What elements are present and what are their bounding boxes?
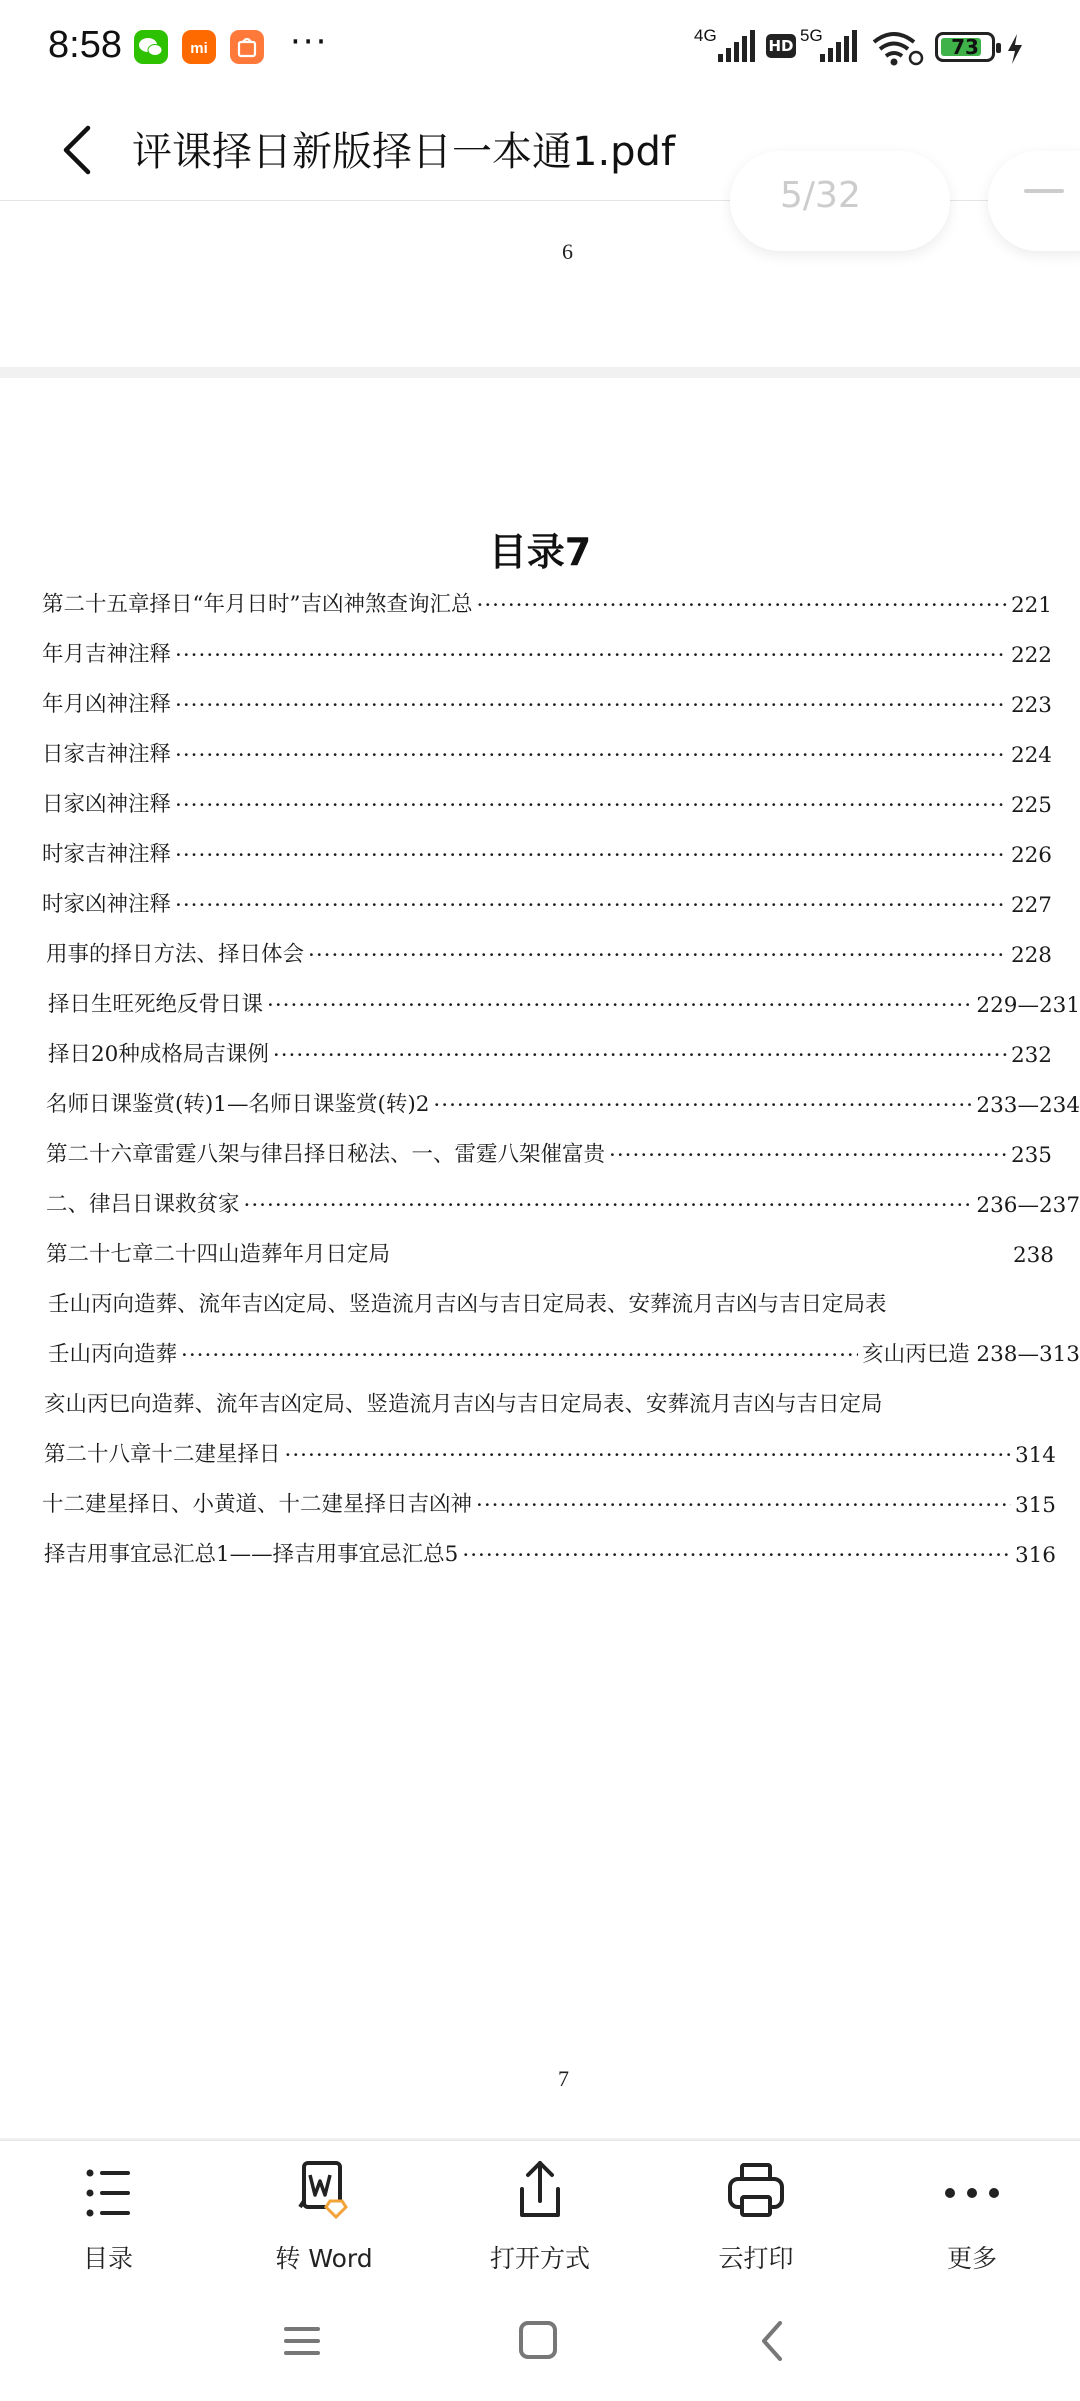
pdf-page-7 xyxy=(0,378,1080,2138)
toc-button[interactable] xyxy=(28,2153,188,2275)
toc-entry[interactable]: 亥山丙巳向造葬、流年吉凶定局、竖造流月吉凶与吉日定局表、安葬流月吉凶与吉日定局 xyxy=(44,1392,883,1417)
toc-entry[interactable]: 年月吉神注释 ····· 222 xyxy=(42,628,1052,668)
wechat-icon xyxy=(134,30,168,64)
bottom-toolbar xyxy=(0,2140,1080,2401)
list-icon xyxy=(68,2153,148,2233)
recents-nav-icon[interactable] xyxy=(280,2321,324,2361)
toc-entry[interactable]: 用事的择日方法、择日体会 ····· 228 xyxy=(46,928,1052,968)
pdf-page-6 xyxy=(0,175,1080,367)
cloud-print-button[interactable] xyxy=(676,2153,836,2275)
printer-icon xyxy=(716,2153,796,2233)
back-nav-icon[interactable] xyxy=(752,2321,796,2361)
clock: 8:58 xyxy=(48,24,122,66)
toc-entry[interactable]: 日家吉神注释 ····· 224 xyxy=(42,728,1052,768)
toc-entry[interactable]: 年月凶神注释 ····· 223 xyxy=(42,678,1052,718)
mi-store-icon xyxy=(230,30,264,64)
toc-entry[interactable]: 第二十六章雷霆八架与律吕择日秘法、一、雷霆八架催富贵 ····· 235 xyxy=(46,1128,1052,1168)
more-label: 更多 xyxy=(946,2244,997,2273)
toc-entry[interactable]: 择吉用事宜忌汇总1——择吉用事宜忌汇总5 ····· 316 xyxy=(44,1528,1056,1568)
toc-button-label: 目录 xyxy=(82,2244,133,2273)
open-with-label: 打开方式 xyxy=(489,2244,590,2273)
toc-entry[interactable]: 第二十五章择日“年月日时”吉凶神煞查询汇总 ····· 221 xyxy=(42,578,1052,618)
toc-entry[interactable]: 壬山丙向造葬、流年吉凶定局、竖造流月吉凶与吉日定局表、安葬流月吉凶与吉日定局表 xyxy=(48,1292,887,1317)
toc-entry[interactable]: 二、律吕日课救贫家 ····· 236—237 xyxy=(46,1178,1080,1218)
svg-text:mi: mi xyxy=(190,40,208,57)
home-nav-icon[interactable] xyxy=(516,2321,560,2361)
more-icon xyxy=(932,2153,1012,2233)
charging-icon xyxy=(1006,34,1024,64)
back-icon[interactable] xyxy=(54,122,110,178)
toc-entry[interactable]: 十二建星择日、小黄道、十二建星择日吉凶神 ····· 315 xyxy=(42,1478,1056,1518)
toc-entry[interactable]: 时家凶神注释 ····· 227 xyxy=(42,878,1052,918)
page-number: 7 xyxy=(558,2066,569,2091)
battery-indicator: 73 xyxy=(935,32,995,62)
mi-icon xyxy=(182,30,216,64)
cloud-print-label: 云打印 xyxy=(718,2244,794,2273)
word-icon xyxy=(284,2153,364,2233)
toc-entry[interactable]: 名师日课鉴赏(转)1—名师日课鉴赏(转)2 ····· 233—234 xyxy=(46,1078,1080,1118)
convert-word-button[interactable] xyxy=(244,2153,404,2275)
wifi-icon xyxy=(870,30,926,68)
network-4g-label: 4G xyxy=(694,26,717,45)
toc-entry[interactable]: 第二十七章二十四山造葬年月日定局 238 xyxy=(46,1242,1054,1268)
toc-entry[interactable]: 择日20种成格局吉课例 ····· 232 xyxy=(48,1028,1052,1068)
toc-entry[interactable]: 时家吉神注释 ····· 226 xyxy=(42,828,1052,868)
scroll-handle[interactable] xyxy=(988,151,1080,251)
toc-entry[interactable]: 壬山丙向造葬 ····· 亥山丙巳造 238—313 xyxy=(48,1328,1080,1368)
document-title: 评课择日新版择日一本通1.pdf xyxy=(132,129,676,175)
convert-word-label: 转 Word xyxy=(275,2244,373,2273)
toc-title: 目录7 xyxy=(488,530,592,574)
open-with-button[interactable] xyxy=(460,2153,620,2275)
more-button[interactable] xyxy=(892,2153,1052,2275)
toc-entry[interactable]: 第二十八章十二建星择日 ····· 314 xyxy=(44,1428,1056,1468)
page-number: 6 xyxy=(562,239,573,264)
more-notifications-icon: ··· xyxy=(290,22,329,62)
share-icon xyxy=(500,2153,580,2233)
hd-badge: HD xyxy=(766,34,796,58)
signal-icon-2 xyxy=(816,28,864,64)
signal-icon xyxy=(714,28,762,64)
network-5g-label: 5G xyxy=(800,26,823,45)
toc-entry[interactable]: 日家凶神注释 ····· 225 xyxy=(42,778,1052,818)
toc-entry[interactable]: 择日生旺死绝反骨日课 ····· 229—231 xyxy=(48,978,1080,1018)
status-bar xyxy=(0,0,1080,96)
page-indicator-pill[interactable]: 5/32 xyxy=(730,151,950,251)
